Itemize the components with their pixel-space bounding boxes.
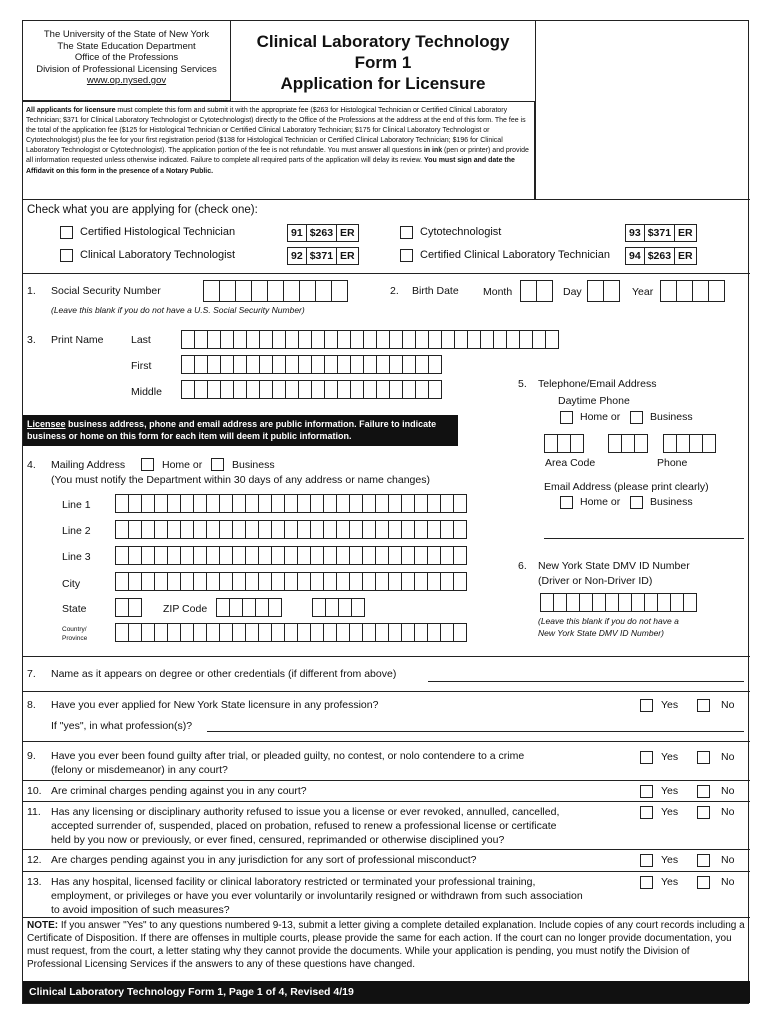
instructions-ink: in ink: [423, 147, 443, 155]
profession-input[interactable]: [207, 731, 744, 732]
phone-email-label: Telephone/Email Address: [538, 378, 657, 390]
q13-label: employment, or privileges or have you ever voluntarily or involuntarily resigned or withdrawn from such association: [51, 890, 583, 902]
instructions-lead: All applicants for licensure: [26, 107, 116, 114]
fee: $263: [645, 248, 675, 264]
page-footer: Clinical Laboratory Technology Form 1, Page 1 of 4, Revised 4/19: [23, 981, 750, 1003]
country-label: [62, 625, 87, 643]
last-name-input[interactable]: [181, 330, 558, 349]
no-label: No: [721, 699, 735, 711]
technologist-checkbox[interactable]: [60, 249, 73, 262]
q8-yes-checkbox[interactable]: [640, 699, 653, 712]
q10-no-checkbox[interactable]: [697, 785, 710, 798]
er: ER: [678, 227, 693, 239]
phone-home-checkbox[interactable]: [560, 411, 573, 424]
daytime-phone-label: Daytime Phone: [558, 395, 630, 407]
agency-line: The University of the State of New York: [43, 29, 210, 40]
code: 93: [626, 225, 645, 241]
middle-label: Middle: [131, 386, 162, 398]
last-label: Last: [131, 334, 151, 346]
option-label: Certified Histological Technician: [80, 226, 236, 238]
day-input[interactable]: [587, 280, 619, 302]
licensee-word: Licensee: [27, 419, 66, 429]
item-number: 5.: [518, 378, 527, 390]
agency-line: Division of Professional Licensing Services: [36, 63, 217, 75]
home-or-label: Home or: [162, 459, 203, 471]
print-name-label: Print Name: [51, 334, 104, 346]
yes-label: Yes: [661, 751, 679, 763]
note-text: If you answer "Yes" to any questions numbered 9-13, submit a letter giving a complete detailed explanation. Include copies of any court records including a Certificate of Disposition. If there are offenses in multiple courts, please provide the same for each action. If the court can no longer provide documentation, you must request, from the court, a letter stating why they cannot provide the documents. While your application is pending, you must notify the Division of Professional Licensing Services if the answers to any of these questions have changed.: [27, 920, 745, 970]
item-number: 8.: [27, 699, 36, 711]
agency-line: Office of the Professions: [74, 52, 179, 63]
address-line2-input[interactable]: [115, 520, 466, 539]
area-code-input[interactable]: [544, 434, 583, 453]
dmv-note: New York State DMV ID Number): [538, 628, 664, 638]
month-input[interactable]: [520, 280, 552, 302]
fee: $371: [645, 225, 675, 241]
histological-checkbox[interactable]: [60, 226, 73, 239]
q12-yes-checkbox[interactable]: [640, 854, 653, 867]
fee: $371: [307, 248, 337, 264]
line2-label: Line 2: [62, 525, 91, 537]
email-home-checkbox[interactable]: [560, 496, 573, 509]
q13-label: Has any hospital, licensed facility or clinical laboratory restricted or terminated your professional training,: [51, 876, 536, 888]
q13-yes-checkbox[interactable]: [640, 876, 653, 889]
q7-label: Name as it appears on degree or other credentials (if different from above): [51, 668, 397, 680]
area-code-label: Area Code: [545, 457, 596, 469]
q11-no-checkbox[interactable]: [697, 806, 710, 819]
city-input[interactable]: [115, 572, 466, 591]
year-label: Year: [632, 286, 654, 298]
website-link[interactable]: www.op.nysed.gov: [86, 75, 167, 86]
phone-business-checkbox[interactable]: [630, 411, 643, 424]
phone-line-input[interactable]: [663, 434, 715, 453]
business-label: Business: [650, 496, 693, 508]
state-label: State: [62, 603, 87, 615]
option-label: Certified Clinical Laboratory Technician: [420, 249, 610, 261]
phone-prefix-input[interactable]: [608, 434, 647, 453]
line1-label: Line 1: [62, 499, 91, 511]
yes-label: Yes: [661, 806, 679, 818]
month-label: Month: [483, 286, 513, 298]
er: ER: [678, 250, 693, 262]
q10-label: Are criminal charges pending against you in any court?: [51, 785, 307, 797]
address-line1-input[interactable]: [115, 494, 466, 513]
item-number: 6.: [518, 560, 527, 572]
note-label: NOTE:: [27, 920, 59, 931]
yes-label: Yes: [661, 876, 679, 888]
title-line: Application for Licensure: [280, 74, 486, 93]
email-input[interactable]: [544, 538, 744, 539]
clinical-technician-checkbox[interactable]: [400, 249, 413, 262]
instructions-body2: (pen or printer) and provide all information requested unless otherwise indicated. Failure to complete all required parts of the application will delay its review.: [26, 147, 529, 165]
code: 94: [626, 248, 645, 264]
q13-label: to avoid imposition of such measures?: [51, 904, 230, 916]
item-number: 12.: [27, 854, 42, 866]
instructions-body: must complete this form and submit it with the appropriate fee ($263 for Histological Technician or Certified Clinical Laboratory Technician; $371 for Clinical Laboratory Technologist or Cytotechnologist) directly to the Office of the Professions at the address at the end of this form. The fee is the total of the application fee ($125 for Histological Technician or Certified Clinical Laboratory Technician; $175 for Clinical Laboratory Technologist or Cytotechnologist) plus the fee for your first registration period ($138 for Histological Technician or Certified Clinical Laboratory Technician; $196 for Clinical Laboratory Technologist or Cytotechnologist). The application portion of the fee is not refundable. You must answer all questions: [26, 107, 526, 155]
first-name-input[interactable]: [181, 355, 441, 374]
city-label: City: [62, 578, 81, 590]
er: ER: [340, 227, 355, 239]
option-label: Cytotechnologist: [420, 226, 502, 238]
home-or-label: Home or: [580, 496, 621, 508]
q9-label: Have you ever been found guilty after trial, or pleaded guilty, no contest, or nolo contendere to a crime: [51, 750, 525, 762]
item-number: 1.: [27, 285, 36, 297]
q11-label: Has any licensing or disciplinary authority refused to issue you a license or ever revoked, annulled, cancelled,: [51, 806, 560, 818]
home-or-label: Home or: [580, 411, 621, 423]
no-label: No: [721, 785, 735, 797]
apply-prompt: Check what you are applying for (check one):: [27, 204, 258, 216]
q12-label: Are charges pending against you in any jurisdiction for any sort of professional misconduct?: [51, 854, 477, 866]
title-line: Clinical Laboratory Technology: [256, 32, 510, 51]
ssn-input[interactable]: [203, 280, 347, 302]
fee-code: [625, 247, 697, 265]
line3-label: Line 3: [62, 551, 91, 563]
cytotechnologist-checkbox[interactable]: [400, 226, 413, 239]
email-label: Email Address (please print clearly): [544, 481, 709, 493]
public-info-notice: Licensee business address, phone and email address are public information. Failure to indicate business or home on this form for each item will deem it public information.: [23, 415, 458, 446]
q9-no-checkbox[interactable]: [697, 751, 710, 764]
address-line3-input[interactable]: [115, 546, 466, 565]
agency-header: [23, 21, 231, 101]
fee-code: [625, 224, 697, 242]
first-label: First: [131, 360, 152, 372]
instructions: [23, 101, 535, 199]
item-number: 4.: [27, 459, 36, 471]
code: 91: [288, 225, 307, 241]
country-text: Country/: [62, 626, 87, 633]
item-number: 2.: [390, 285, 399, 297]
code: 92: [288, 248, 307, 264]
option-label: Clinical Laboratory Technologist: [80, 249, 236, 261]
application-form: [22, 20, 749, 1004]
mail-business-checkbox[interactable]: [211, 458, 224, 471]
yes-label: Yes: [661, 854, 679, 866]
item-number: 3.: [27, 334, 36, 346]
q11-yes-checkbox[interactable]: [640, 806, 653, 819]
mail-note: (You must notify the Department within 30 days of any address or name changes): [51, 474, 430, 486]
fee-code: [287, 224, 359, 242]
business-label: Business: [232, 459, 275, 471]
item-number: 7.: [27, 668, 36, 680]
item-number: 11.: [27, 806, 41, 818]
item-number: 13.: [27, 876, 42, 888]
no-label: No: [721, 751, 735, 763]
er: ER: [340, 250, 355, 262]
q9-yes-checkbox[interactable]: [640, 751, 653, 764]
dmv-note: (Leave this blank if you do not have a: [538, 616, 679, 626]
fee: $263: [307, 225, 337, 241]
mailing-address-label: Mailing Address: [51, 459, 126, 471]
credential-name-input[interactable]: [428, 681, 744, 682]
mail-home-checkbox[interactable]: [141, 458, 154, 471]
ssn-label: Social Security Number: [51, 285, 161, 297]
no-label: No: [721, 876, 735, 888]
q8-no-checkbox[interactable]: [697, 699, 710, 712]
q8b-label: If "yes", in what profession(s)?: [51, 720, 193, 732]
office-use-box: [535, 21, 750, 199]
birth-date-label: Birth Date: [412, 285, 459, 297]
agency-line: The State Education Department: [57, 40, 196, 52]
q11-label: accepted surrender of, suspended, placed on probation, refused to renew a professional license or certificate: [51, 820, 557, 832]
no-label: No: [721, 806, 735, 818]
yes-label: Yes: [661, 699, 679, 711]
state-input[interactable]: [115, 598, 141, 617]
zip-input[interactable]: [216, 598, 281, 617]
q13-no-checkbox[interactable]: [697, 876, 710, 889]
year-input[interactable]: [660, 280, 724, 302]
form-title: [231, 21, 535, 101]
dmv-sub-label: (Driver or Non-Driver ID): [538, 575, 653, 587]
no-label: No: [721, 854, 735, 866]
questions-note: [27, 919, 747, 971]
zip-ext-input[interactable]: [312, 598, 364, 617]
fee-code: [287, 247, 359, 265]
q12-no-checkbox[interactable]: [697, 854, 710, 867]
q8-label: Have you ever applied for New York State licensure in any profession?: [51, 699, 379, 711]
business-label: Business: [650, 411, 693, 423]
zip-label: ZIP Code: [163, 603, 208, 615]
title-line: Form 1: [354, 53, 412, 72]
email-business-checkbox[interactable]: [630, 496, 643, 509]
item-number: 9.: [27, 750, 36, 762]
day-label: Day: [563, 286, 582, 298]
ssn-note: (Leave this blank if you do not have a U.S. Social Security Number): [51, 305, 305, 315]
q10-yes-checkbox[interactable]: [640, 785, 653, 798]
dmv-label: New York State DMV ID Number: [538, 560, 690, 572]
province-text: Province: [62, 635, 88, 642]
phone-label: Phone: [657, 457, 688, 469]
q11-label: held by you now or previously, or ever fined, censured, reprimanded or otherwise disciplined you?: [51, 834, 505, 846]
dmv-id-input[interactable]: [540, 593, 696, 612]
country-input[interactable]: [115, 623, 466, 642]
instructions-tail: You must sign and date the Affidavit on this form in the presence of a Notary Public.: [26, 157, 515, 175]
item-number: 10.: [27, 785, 42, 797]
middle-name-input[interactable]: [181, 380, 441, 399]
q9-label: (felony or misdemeanor) in any court?: [51, 764, 228, 776]
yes-label: Yes: [661, 785, 679, 797]
